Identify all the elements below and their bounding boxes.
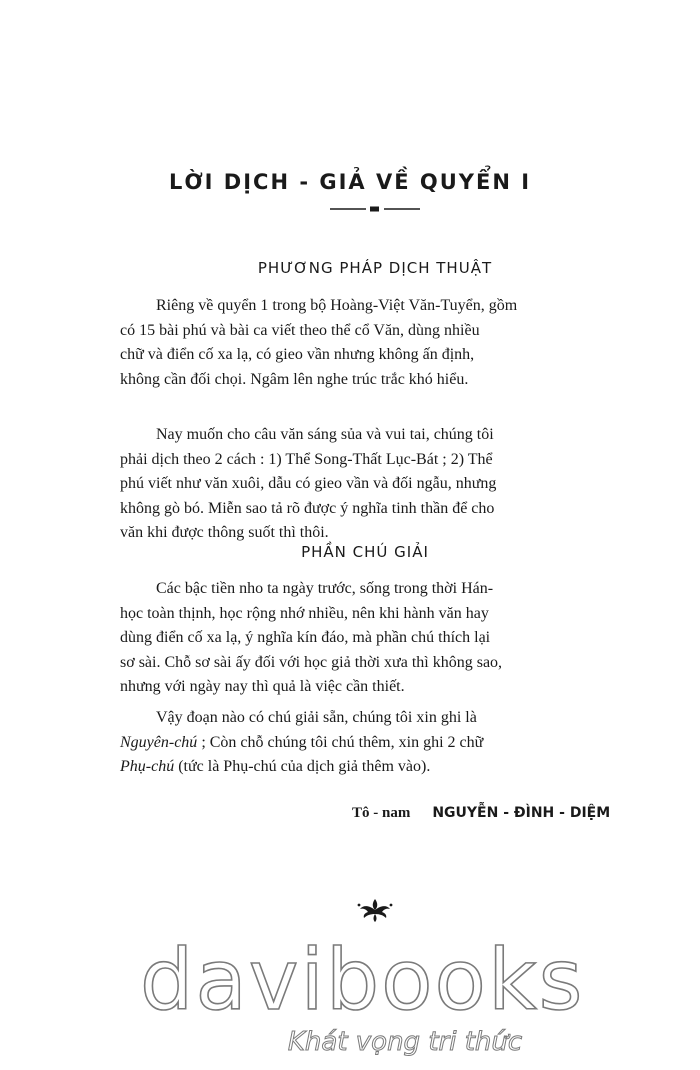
text-line: Nay muốn cho câu văn sáng sủa và vui tai, chúng tôi [156, 426, 494, 443]
signature-prefix: Tô - nam [352, 805, 411, 821]
text-line: nhưng với ngày nay thì quả là việc cần thiết. [120, 678, 405, 695]
text-line: không gò bó. Miễn sao tả rõ được ý nghĩa tinh thần để cho [120, 499, 495, 517]
signature [352, 805, 610, 822]
paragraph [120, 423, 630, 546]
text-line: dùng điển cố xa lạ, ý nghĩa kín đáo, mà phần chú thích lại [120, 629, 491, 646]
text-line: chữ và điển cố xa lạ, có gieo vần nhưng không ấn định, [120, 346, 475, 363]
italic-term: Nguyên-chú [120, 733, 198, 751]
paragraph [120, 706, 630, 780]
text-line: Vậy đoạn nào có chú giải sẵn, chúng tôi xin ghi là [156, 709, 477, 726]
section-heading-annotations: PHẦN CHÚ GIẢI [301, 543, 429, 561]
text-line: sơ sài. Chỗ sơ sài ấy đối với học giả thời xưa thì không sao, [120, 653, 503, 671]
paragraph [120, 577, 630, 700]
watermark-brand: davibooks [140, 931, 585, 1029]
text-line: có 15 bài phú và bài ca viết theo thể cổ Văn, dùng nhiều [120, 321, 480, 339]
text-line: học toàn thịnh, học rộng nhớ nhiều, nên khi hành văn hay [120, 604, 489, 622]
signature-name: NGUYỄN - ĐÌNH - DIỆM [432, 805, 611, 821]
watermark-tagline: Khát vọng tri thức [287, 1027, 523, 1057]
text-line: Riêng về quyển 1 trong bộ Hoàng-Việt Văn-Tuyển, gồm [156, 297, 518, 314]
paragraph [120, 294, 630, 392]
text-line: văn khi được thông suốt thì thôi. [120, 524, 329, 541]
text-line [120, 755, 630, 780]
text-fragment: (tức là Phụ-chú của dịch giả thêm vào). [174, 758, 431, 775]
text-line: Các bậc tiền nho ta ngày trước, sống trong thời Hán- [156, 580, 494, 597]
text-line [120, 731, 630, 756]
text-fragment: ; Còn chỗ chúng tôi chú thêm, xin ghi 2 chữ [197, 733, 484, 751]
text-line: phải dịch theo 2 cách : 1) Thể Song-Thất Lục-Bát ; 2) Thể [120, 450, 493, 468]
text-line: không cần đối chọi. Ngâm lên nghe trúc trắc khó hiểu. [120, 370, 469, 388]
text-line: phú viết như văn xuôi, dẫu có gieo vần và đối ngẫu, nhưng [120, 475, 497, 492]
title-divider [330, 205, 420, 213]
fleuron-icon [355, 895, 395, 925]
section-heading-translation-method: PHƯƠNG PHÁP DỊCH THUẬT [257, 259, 493, 277]
page-title: LỜI DỊCH - GIẢ VỀ QUYỂN I [168, 170, 532, 194]
italic-term: Phụ-chú [120, 758, 175, 775]
